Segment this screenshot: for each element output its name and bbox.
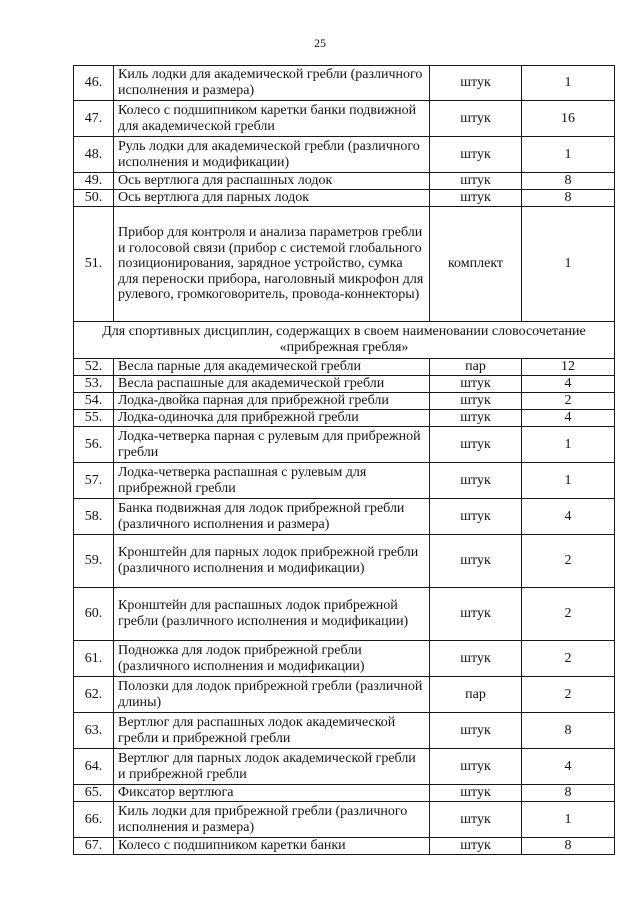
- item-name: Колесо с подшипником каретки банки: [114, 838, 430, 855]
- item-quantity: 1: [522, 207, 615, 322]
- item-quantity: 2: [522, 393, 615, 410]
- row-number: 64.: [74, 749, 114, 785]
- table-row: [74, 101, 615, 137]
- row-number: 62.: [74, 677, 114, 713]
- table-row: [74, 137, 615, 173]
- table-row: [74, 207, 615, 322]
- item-name: Руль лодки для академической гребли (различного исполнения и модификации): [114, 137, 430, 173]
- table-row: [74, 376, 615, 393]
- row-number: 63.: [74, 713, 114, 749]
- table-row: [74, 677, 615, 713]
- row-number: 53.: [74, 376, 114, 393]
- item-quantity: 16: [522, 101, 615, 137]
- item-unit: штук: [430, 463, 522, 499]
- table-row: [74, 641, 615, 677]
- table-row: [74, 190, 615, 207]
- item-name: Вертлюг для распашных лодок академической гребли и прибрежной гребли: [114, 713, 430, 749]
- item-unit: штук: [430, 802, 522, 838]
- item-quantity: 2: [522, 535, 615, 588]
- table-row: [74, 499, 615, 535]
- item-quantity: 8: [522, 173, 615, 190]
- row-number: 51.: [74, 207, 114, 322]
- table-row: [74, 66, 615, 101]
- table-row: [74, 427, 615, 463]
- item-unit: пар: [430, 359, 522, 376]
- item-unit: штук: [430, 66, 522, 101]
- table-row: [74, 173, 615, 190]
- item-unit: штук: [430, 376, 522, 393]
- item-name: Ось вертлюга для парных лодок: [114, 190, 430, 207]
- item-quantity: 2: [522, 677, 615, 713]
- item-name: Лодка-одиночка для прибрежной гребли: [114, 410, 430, 427]
- item-quantity: 1: [522, 802, 615, 838]
- item-quantity: 4: [522, 499, 615, 535]
- page-number: 25: [314, 36, 326, 50]
- item-unit: штук: [430, 785, 522, 802]
- item-unit: штук: [430, 838, 522, 855]
- item-unit: штук: [430, 190, 522, 207]
- item-quantity: 8: [522, 713, 615, 749]
- item-quantity: 8: [522, 838, 615, 855]
- row-number: 49.: [74, 173, 114, 190]
- row-number: 66.: [74, 802, 114, 838]
- item-unit: штук: [430, 641, 522, 677]
- table-row: [74, 535, 615, 588]
- table-row: [74, 785, 615, 802]
- item-name: Фиксатор вертлюга: [114, 785, 430, 802]
- table-section-a: [74, 66, 615, 322]
- item-quantity: 4: [522, 410, 615, 427]
- item-name: Лодка-четверка распашная с рулевым для прибрежной гребли: [114, 463, 430, 499]
- item-unit: штук: [430, 410, 522, 427]
- item-unit: штук: [430, 101, 522, 137]
- equipment-table: [73, 65, 615, 855]
- item-name: Колесо с подшипником каретки банки подвижной для академической гребли: [114, 101, 430, 137]
- item-unit: штук: [430, 173, 522, 190]
- item-name: Полозки для лодок прибрежной гребли (различной длины): [114, 677, 430, 713]
- item-quantity: 12: [522, 359, 615, 376]
- row-number: 50.: [74, 190, 114, 207]
- row-number: 58.: [74, 499, 114, 535]
- item-name: Весла распашные для академической гребли: [114, 376, 430, 393]
- section-heading-row: [74, 322, 615, 359]
- item-name: Лодка-двойка парная для прибрежной гребли: [114, 393, 430, 410]
- table-row: [74, 713, 615, 749]
- table-row: [74, 838, 615, 855]
- item-unit: пар: [430, 677, 522, 713]
- table-row: [74, 802, 615, 838]
- table-row: [74, 393, 615, 410]
- row-number: 56.: [74, 427, 114, 463]
- item-quantity: 1: [522, 66, 615, 101]
- row-number: 46.: [74, 66, 114, 101]
- table-row: [74, 588, 615, 641]
- item-name: Ось вертлюга для распашных лодок: [114, 173, 430, 190]
- item-unit: штук: [430, 427, 522, 463]
- row-number: 57.: [74, 463, 114, 499]
- row-number: 55.: [74, 410, 114, 427]
- row-number: 61.: [74, 641, 114, 677]
- item-quantity: 4: [522, 376, 615, 393]
- table-row: [74, 749, 615, 785]
- row-number: 65.: [74, 785, 114, 802]
- item-quantity: 2: [522, 588, 615, 641]
- table-row: [74, 463, 615, 499]
- section-heading: Для спортивных дисциплин, содержащих в своем наименовании словосочетание «прибрежная гребля»: [74, 322, 615, 359]
- item-unit: штук: [430, 137, 522, 173]
- item-unit: штук: [430, 393, 522, 410]
- item-name: Вертлюг для парных лодок академической гребли и прибрежной гребли: [114, 749, 430, 785]
- item-quantity: 4: [522, 749, 615, 785]
- item-name: Банка подвижная для лодок прибрежной гребли (различного исполнения и размера): [114, 499, 430, 535]
- item-name: Прибор для контроля и анализа параметров гребли и голосовой связи (прибор с системой глобального позиционирования, зарядное устройство, сумка для переноски прибора, наголовный микрофон для рулевого, громкоговоритель, провода-коннекторы): [114, 207, 430, 322]
- item-name: Кронштейн для распашных лодок прибрежной гребли (различного исполнения и модификации): [114, 588, 430, 641]
- row-number: 67.: [74, 838, 114, 855]
- item-quantity: 1: [522, 427, 615, 463]
- item-quantity: 8: [522, 190, 615, 207]
- item-quantity: 1: [522, 463, 615, 499]
- item-unit: штук: [430, 749, 522, 785]
- item-unit: штук: [430, 713, 522, 749]
- item-unit: комплект: [430, 207, 522, 322]
- row-number: 47.: [74, 101, 114, 137]
- item-unit: штук: [430, 499, 522, 535]
- item-name: Киль лодки для прибрежной гребли (различного исполнения и размера): [114, 802, 430, 838]
- item-name: Подножка для лодок прибрежной гребли (различного исполнения и модификации): [114, 641, 430, 677]
- item-quantity: 1: [522, 137, 615, 173]
- table-row: [74, 410, 615, 427]
- table-section-heading: [74, 322, 615, 359]
- table-row: [74, 359, 615, 376]
- item-name: Весла парные для академической гребли: [114, 359, 430, 376]
- row-number: 59.: [74, 535, 114, 588]
- row-number: 48.: [74, 137, 114, 173]
- row-number: 54.: [74, 393, 114, 410]
- item-name: Лодка-четверка парная с рулевым для прибрежной гребли: [114, 427, 430, 463]
- table-section-b: [74, 359, 615, 855]
- item-name: Кронштейн для парных лодок прибрежной гребли (различного исполнения и модификации): [114, 535, 430, 588]
- item-name: Киль лодки для академической гребли (различного исполнения и размера): [114, 66, 430, 101]
- item-quantity: 8: [522, 785, 615, 802]
- item-quantity: 2: [522, 641, 615, 677]
- item-unit: штук: [430, 535, 522, 588]
- row-number: 60.: [74, 588, 114, 641]
- row-number: 52.: [74, 359, 114, 376]
- item-unit: штук: [430, 588, 522, 641]
